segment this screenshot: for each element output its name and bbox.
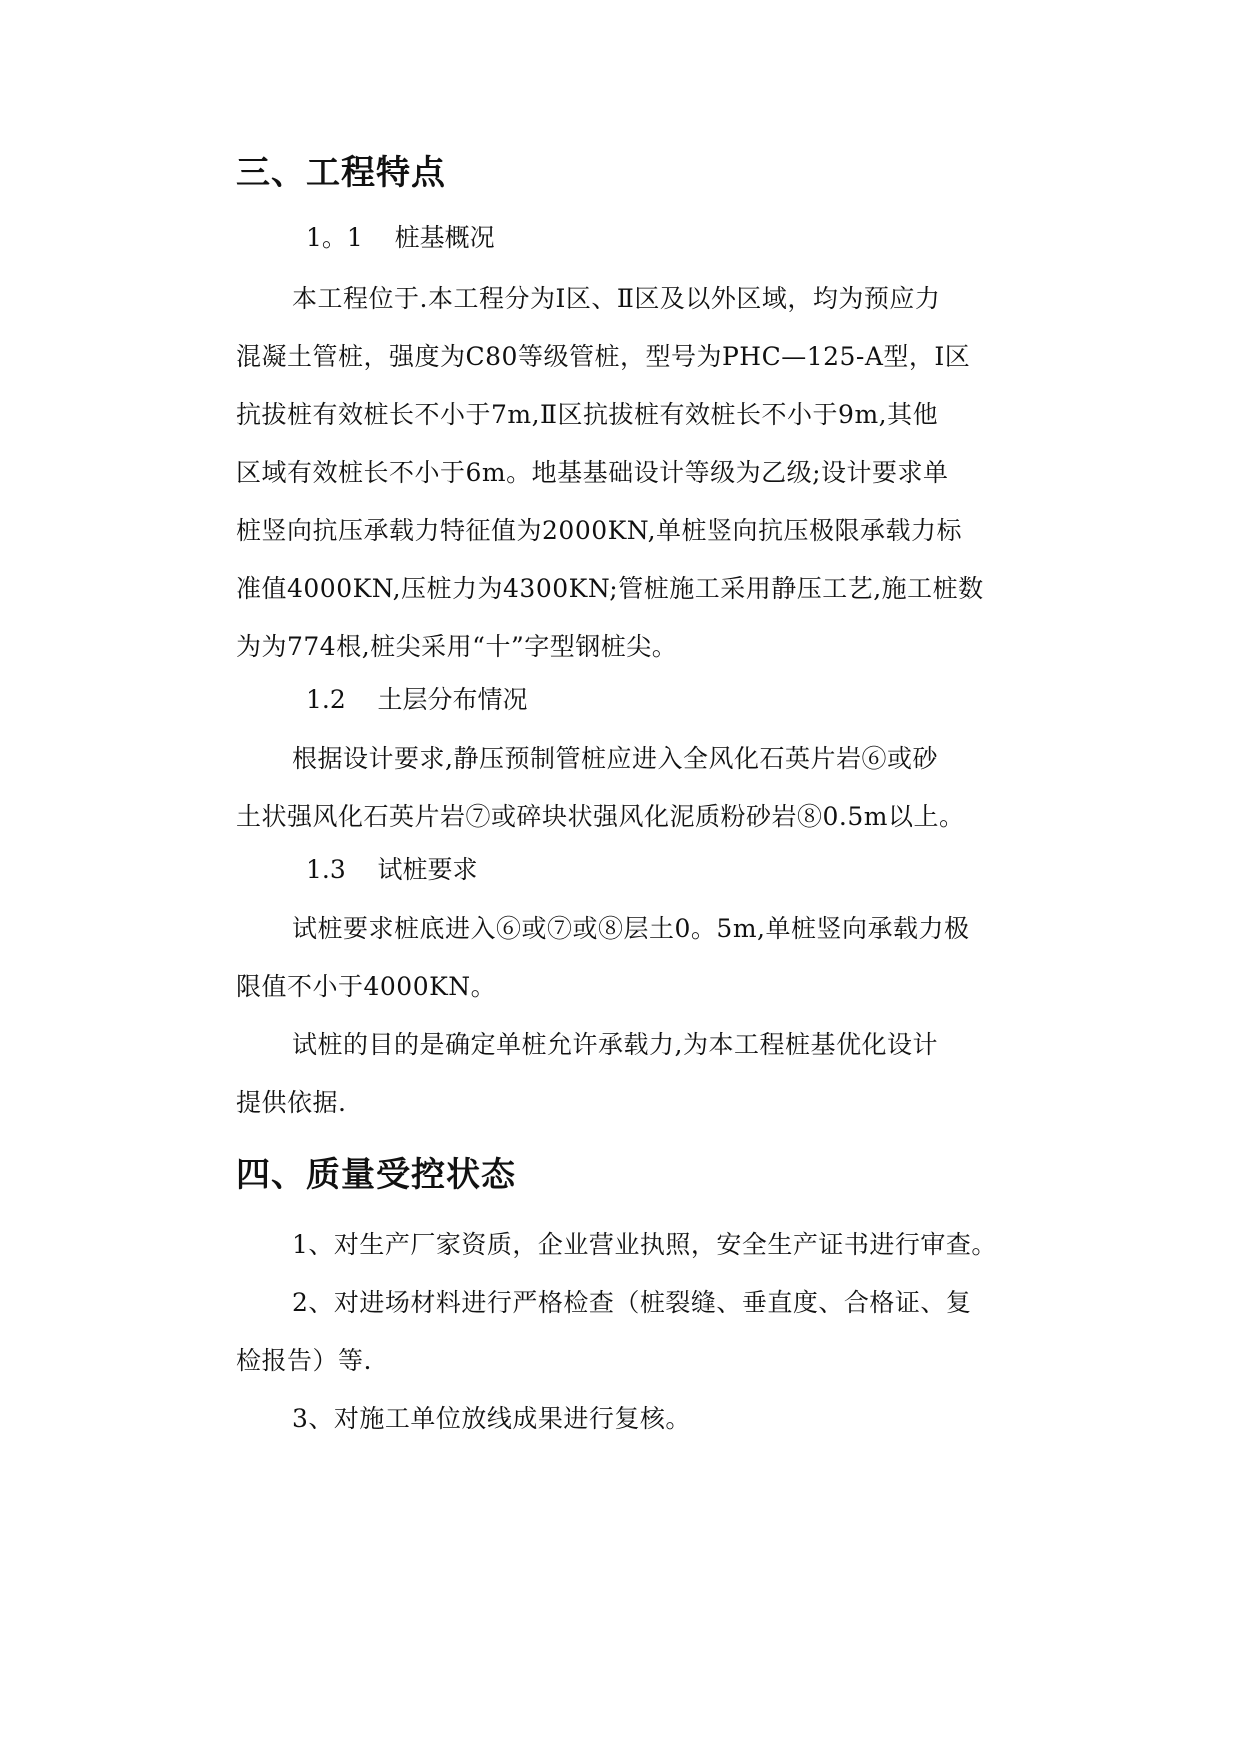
text-line: 为为774根,桩尖采用“十”字型钢桩尖。 (236, 632, 678, 661)
text-line: 根据设计要求,静压预制管桩应进入全风化石英片岩⑥或砂 (292, 744, 938, 773)
text-line: 本工程位于.本工程分为Ⅰ区、Ⅱ区及以外区域，均为预应力 (292, 284, 941, 313)
quality-item-1 (236, 1216, 1048, 1274)
document-body (236, 150, 1048, 1448)
text-line: 混凝土管桩，强度为C80等级管桩，型号为PHC—125-A型，Ⅰ区 (236, 342, 971, 371)
pile-overview-paragraph (236, 270, 1048, 676)
text-line: 桩竖向抗压承载力特征值为2000KN,单桩竖向抗压极限承载力标 (236, 516, 963, 545)
text-line: 准值4000KN,压桩力为4300KN;管桩施工采用静压工艺,施工桩数 (236, 574, 984, 603)
text-line: 3、对施工单位放线成果进行复核。 (292, 1404, 691, 1433)
text-line: 1、对生产厂家资质，企业营业执照，安全生产证书进行审查。 (292, 1230, 997, 1259)
subsection-1-2-title: 1.2 土层分布情况 (306, 685, 528, 714)
quality-item-2 (236, 1274, 1048, 1390)
test-pile-requirement-paragraph (236, 900, 1048, 1016)
text-line: 抗拔桩有效桩长不小于7m,Ⅱ区抗拔桩有效桩长不小于9m,其他 (236, 400, 939, 429)
text-line: 区域有效桩长不小于6m。地基基础设计等级为乙级;设计要求单 (236, 458, 949, 487)
quality-item-3 (236, 1390, 1048, 1448)
subsection-1-3-title: 1.3 试桩要求 (306, 855, 478, 884)
text-line: 试桩的目的是确定单桩允许承载力,为本工程桩基优化设计 (292, 1030, 938, 1059)
text-line: 限值不小于4000KN。 (236, 972, 497, 1001)
subsection-1-1-title: 1。1 桩基概况 (306, 223, 495, 252)
text-line: 提供依据. (236, 1088, 347, 1117)
section-3-title: 三、工程特点 (236, 153, 446, 193)
test-pile-purpose-paragraph (236, 1016, 1048, 1132)
soil-layer-paragraph (236, 730, 1048, 846)
text-line: 2、对进场材料进行严格检查（桩裂缝、垂直度、合格证、复 (292, 1288, 972, 1317)
text-line: 检报告）等. (236, 1346, 372, 1375)
text-line: 试桩要求桩底进入⑥或⑦或⑧层土0。5m,单桩竖向承载力极 (292, 914, 970, 943)
section-4-title: 四、质量受控状态 (236, 1155, 516, 1195)
text-line: 土状强风化石英片岩⑦或碎块状强风化泥质粉砂岩⑧0.5m以上。 (236, 802, 965, 831)
